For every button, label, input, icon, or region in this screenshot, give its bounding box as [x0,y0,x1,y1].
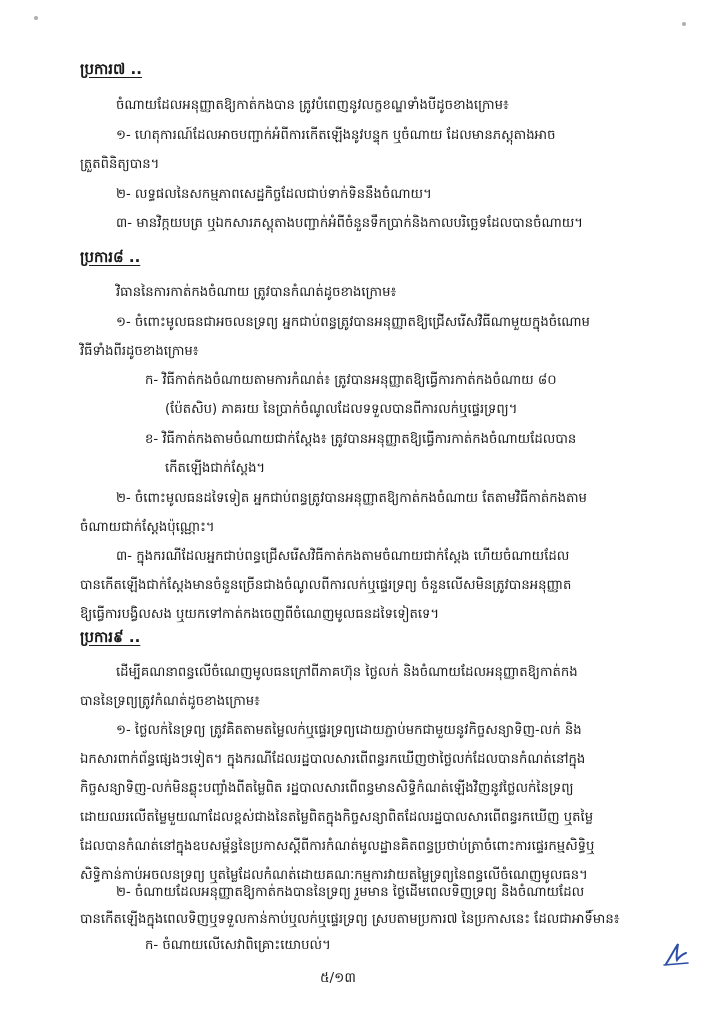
article-9-item-1-line-1: ១- ថ្លៃលក់នៃទ្រព្យ ត្រូវគិតតាមតម្លៃលក់ឬផ្ទេរទ្រព្យដោយភ្ជាប់មកជាមួយនូវកិច្ចសន្យាទិញ-លក់ និង [116,723,582,738]
article-8-item-3-line-3: ឱ្យធ្វើការបង្វិលសង ឬយកទៅកាត់កងចេញពីចំណេញមូលធនដទៃទៀតទេ។ [80,607,440,622]
article-9-item-1-line-3: កិច្ចសន្យាទិញ-លក់មិនឆ្លុះបញ្ចាំងពីតម្លៃពិត រដ្ឋបាលសារពើពន្ធមានសិទ្ធិកំណត់ឡើងវិញនូវថ្លៃលក់នៃទ្រព្យ [80,781,574,796]
article-9-intro-line-2: បាននៃទ្រព្យត្រូវកំណត់ដូចខាងក្រោម៖ [80,694,260,709]
article-7-item-3: ៣- មានវិក្កយបត្រ ឬឯកសារភស្តុតាងបញ្ជាក់អំពីចំនួនទឹកប្រាក់និងកាលបរិច្ឆេទដែលបានចំណាយ។ [116,216,583,231]
article-8-intro: វិធាននៃការកាត់កងចំណាយ ត្រូវបានកំណត់ដូចខាងក្រោម៖ [116,285,397,300]
article-9-item-1-line-4: ដោយឈរលើតម្លៃមួយណាដែលខ្ពស់ជាងនៃតម្លៃពិតក្នុងកិច្ចសន្យាពិតដែលរដ្ឋបាលសារពើពន្ធរកឃើញ ឬតម្លៃ [80,810,594,825]
article-9-intro-line-1: ដើម្បីគណនាពន្ធលើចំណេញមូលធនក្រៅពីភាគហ៊ុន ថ្លៃលក់ និងចំណាយដែលអនុញ្ញាតឱ្យកាត់កង [116,665,578,680]
article-8-sub-a-line-2: (ប៉ែតសិប) ភាគរយ នៃប្រាក់ចំណូលដែលទទួលបានពីការលក់ឬផ្ទេរទ្រព្យ។ [165,402,518,417]
scan-speck [34,16,38,20]
article-9-sub-a: ក- ចំណាយលើសេវាពិគ្រោះយោបល់។ [145,938,331,953]
handwritten-initial-icon [662,936,690,968]
article-8-item-1-line-2: វិធីទាំងពីរដូចខាងក្រោម៖ [80,344,199,359]
article-7-item-1-line-1: ១- ហេតុការណ៍ដែលអាចបញ្ជាក់អំពីការកើតឡើងនូវបន្ទុក ឬចំណាយ ដែលមានភស្តុតាងអាច [116,128,556,143]
article-8-item-2-line-2: ចំណាយជាក់ស្តែងប៉ុណ្ណោះ។ [80,520,215,535]
article-9-item-1-line-5: ដែលបានកំណត់នៅក្នុងឧបសម្ព័ន្ធនៃប្រកាសស្តីពីការកំណត់មូលដ្ឋានគិតពន្ធប្រថាប់ត្រាចំពោះការផ្ទេរកម្មសិទ្ធិឬ [80,839,595,854]
article-8-sub-b-line-1: ខ- វិធីកាត់កងតាមចំណាយជាក់ស្តែង៖ ត្រូវបានអនុញ្ញាតឱ្យធ្វើការកាត់កងចំណាយដែលបាន [145,432,577,447]
article-7-heading: ប្រការ៧ .. [80,60,142,78]
article-9-item-2-line-2: បានកើតឡើងក្នុងពេលទិញឬទទួលកាន់កាប់ឬលក់ឬផ្ទេរទ្រព្យ ស្របតាមប្រការ៧ នៃប្រកាសនេះ ដែលជាអាទិ៍មាន៖ [80,912,620,927]
article-8-sub-b-line-2: កើតឡើងជាក់ស្តែង។ [165,461,266,476]
article-9-item-1-line-2: ឯកសារពាក់ព័ន្ធផ្សេងៗទៀត។ ក្នុងករណីដែលរដ្ឋបាលសារពើពន្ធរកឃើញថាថ្លៃលក់ដែលបានកំណត់នៅក្នុង [80,752,586,767]
article-9-item-1-line-6: សិទ្ធិកាន់កាប់អចលនទ្រព្យ ឬតម្លៃដែលកំណត់ដោយគណៈកម្មការវាយតម្លៃទ្រព្យនៃពន្ធលើចំណេញមូលធន។ [80,868,588,883]
article-9-item-2-line-1: ២- ចំណាយដែលអនុញ្ញាតឱ្យកាត់កងបាននៃទ្រព្យ រួមមាន ថ្លៃដើមពេលទិញទ្រព្យ និងចំណាយដែល [116,885,585,900]
article-8-item-3-line-2: បានកើតឡើងជាក់ស្តែងមានចំនួនច្រើនជាងចំណូលពីការលក់ឬផ្ទេរទ្រព្យ ចំនួនលើសមិនត្រូវបានអនុញ្ញាត [80,578,572,593]
article-8-item-2-line-1: ២- ចំពោះមូលធនដទៃទៀត អ្នកជាប់ពន្ធត្រូវបានអនុញ្ញាតឱ្យកាត់កងចំណាយ តែតាមវិធីកាត់កងតាម [116,491,587,506]
article-7-item-1-line-2: ត្រួតពិនិត្យបាន។ [80,157,160,172]
article-8-heading: ប្រការ៨ .. [80,248,141,266]
article-7-intro: ចំណាយដែលអនុញ្ញាតឱ្យកាត់កងបាន ត្រូវបំពេញនូវលក្ខខណ្ឌទាំងបីដូចខាងក្រោម៖ [116,98,509,113]
article-9-heading: ប្រការ៩ .. [80,628,141,646]
article-8-item-3-line-1: ៣- ក្នុងករណីដែលអ្នកជាប់ពន្ធជ្រើសរើសវិធីកាត់កងតាមចំណាយជាក់ស្តែង ហើយចំណាយដែល [116,549,570,564]
article-8-sub-a-line-1: ក- វិធីកាត់កងចំណាយតាមការកំណត់៖ ត្រូវបានអនុញ្ញាតឱ្យធ្វើការកាត់កងចំណាយ ៨០ [145,373,557,388]
page-number: ៥/១៣ [320,970,356,986]
scan-speck [682,22,686,26]
article-8-item-1-line-1: ១- ចំពោះមូលធនជាអចលនទ្រព្យ អ្នកជាប់ពន្ធត្រូវបានអនុញ្ញាតឱ្យជ្រើសរើសវិធីណាមួយក្នុងចំណោម [116,315,590,330]
article-7-item-2: ២- លទ្ធផលនៃសកម្មភាពសេដ្ឋកិច្ចដែលជាប់ទាក់ទិននឹងចំណាយ។ [116,187,432,202]
